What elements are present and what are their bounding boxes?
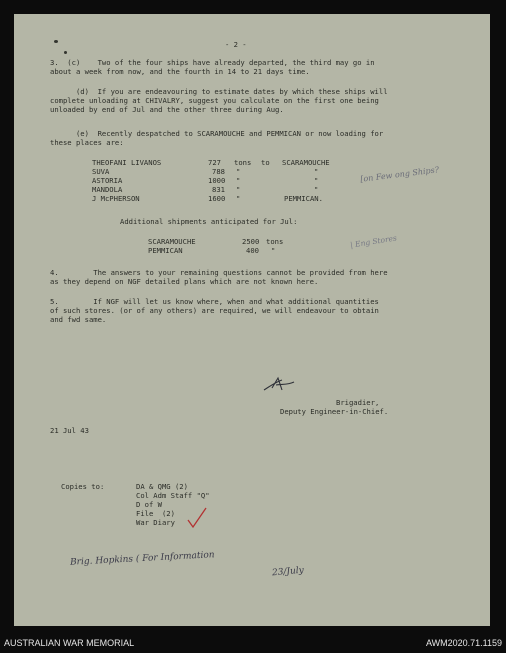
punch-mark (54, 40, 58, 43)
ship-name: SUVA (92, 167, 110, 176)
para-3c-line-1: 3. (c) Two of the four ships have already departed, the third may go in (50, 58, 375, 67)
signature-rank: Brigadier, (336, 398, 380, 407)
document-date: 21 Jul 43 (50, 426, 89, 435)
ship-name: J McPHERSON (92, 194, 140, 203)
ship-dest: PEMMICAN. (284, 194, 323, 203)
ship-unit: tons (234, 158, 252, 167)
list-item: File (2) (136, 509, 175, 518)
ship-unit: " (236, 185, 241, 194)
para-3d-line-2: complete unloading at CHIVALRY, suggest you calculate on the first one being (50, 96, 379, 105)
additional-qty: 2500 (242, 237, 260, 246)
signature-title: Deputy Engineer-in-Chief. (280, 407, 389, 416)
list-item: Col Adm Staff "Q" (136, 491, 210, 500)
list-item: D of W (136, 500, 162, 509)
para-3d-line-3: unloaded by end of Jul and the other three during Aug. (50, 105, 284, 114)
list-item: War Diary (136, 518, 175, 527)
ship-name: THEOFANI LIVANOS (92, 158, 162, 167)
copies-label: Copies to: (61, 482, 105, 491)
margin-note: [on Few ong Ships? (359, 165, 440, 184)
additional-qty: 400 (246, 246, 259, 255)
footer-accession-number: AWM2020.71.1159 (425, 638, 502, 648)
handwritten-note: Brig. Hopkins ( For Information (69, 550, 215, 568)
para-4-line-1: 4. The answers to your remaining questions cannot be provided from here (50, 268, 388, 277)
para-4-line-2: as they depend on NGF detailed plans which are not known here. (50, 277, 319, 286)
additional-unit: tons (266, 237, 284, 246)
ship-unit: " (236, 194, 241, 203)
check-mark-icon (186, 506, 208, 530)
margin-note-2: | Eng Stores (349, 233, 398, 250)
ship-dest: " (314, 167, 319, 176)
ship-qty: 831 (212, 185, 225, 194)
additional-heading: Additional shipments anticipated for Jul: (120, 217, 298, 226)
signature-mark (262, 376, 298, 394)
ship-qty: 727 (208, 158, 221, 167)
punch-mark (64, 51, 67, 54)
additional-dest: PEMMICAN (148, 246, 183, 255)
page-number: - 2 - (225, 40, 247, 49)
ship-name: ASTORIA (92, 176, 123, 185)
ship-dest: " (314, 185, 319, 194)
footer-source: AUSTRALIAN WAR MEMORIAL (4, 638, 135, 648)
document-page (14, 14, 490, 626)
list-item: DA & QMG (2) (136, 482, 188, 491)
ship-qty: 1600 (208, 194, 226, 203)
para-3e-line-1: (e) Recently despatched to SCARAMOUCHE and PEMMICAN or now loading for (50, 129, 384, 138)
additional-dest: SCARAMOUCHE (148, 237, 196, 246)
para-5-line-2: of such stores. (or of any others) are required, we will endeavour to obtain (50, 306, 379, 315)
para-3c-line-2: about a week from now, and the fourth in 14 to 21 days time. (50, 67, 310, 76)
ship-qty: 1000 (208, 176, 226, 185)
ship-dest: SCARAMOUCHE (282, 158, 330, 167)
ship-dest: " (314, 176, 319, 185)
additional-unit: " (271, 246, 276, 255)
para-3e-line-2: these places are: (50, 138, 124, 147)
para-5-line-1: 5. If NGF will let us know where, when and what additional quantities (50, 297, 379, 306)
ship-unit: " (236, 167, 241, 176)
para-5-line-3: and fwd same. (50, 315, 107, 324)
ship-to: to (261, 158, 270, 167)
handwritten-initials-date: 23/July (271, 565, 305, 579)
para-3d-line-1: (d) If you are endeavouring to estimate dates by which these ships will (50, 87, 388, 96)
ship-unit: " (236, 176, 241, 185)
ship-name: MANDOLA (92, 185, 123, 194)
ship-qty: 788 (212, 167, 225, 176)
